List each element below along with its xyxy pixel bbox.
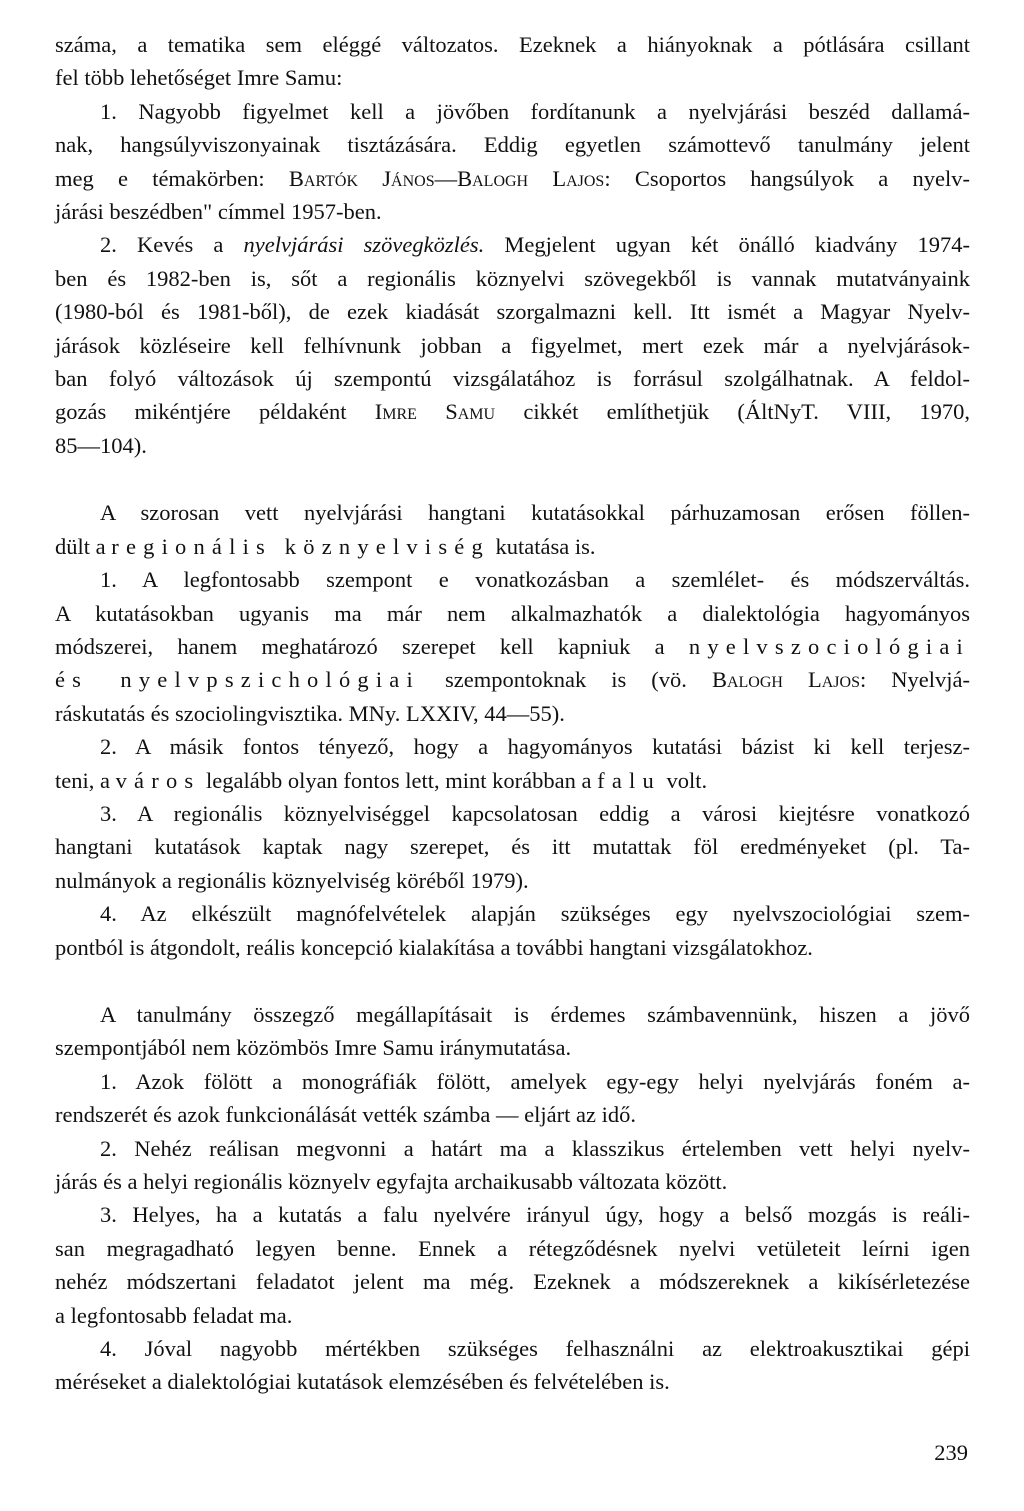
- text-line: szempontjából nem közömbös Imre Samu iránymutatása.: [55, 1035, 572, 1061]
- text-line: [55, 764, 970, 797]
- paragraph-intro: [55, 28, 970, 95]
- text-line: 1. Nagyobb figyelmet kell a jövőben fordítanunk a nyelvjárási beszéd dallamá-: [100, 98, 970, 124]
- text-run: teni, a: [55, 767, 116, 793]
- text-line: san megragadható legyen benne. Ennek a rétegződésnek nyelvi vetületeit leírni igen: [55, 1235, 970, 1261]
- text-line: ráskutatás és szociolingvisztika. MNy. LXXIV, 44—55).: [55, 700, 565, 726]
- text-line: rendszerét és azok funkcionálását vették számba — eljárt az idő.: [55, 1102, 636, 1128]
- paragraph-point-1: [55, 95, 970, 229]
- spaced-emphasis: város: [115, 767, 201, 793]
- paragraph-point-2: [55, 228, 970, 462]
- text-line: hangtani kutatások kaptak nagy szerepet, és itt mutattak föl eredményeket (pl. Ta-: [55, 834, 970, 860]
- author-name: Imre Samu: [374, 399, 496, 425]
- text-line: [55, 630, 970, 663]
- text-run: 2. Kevés a: [100, 232, 244, 258]
- text-line: járás és a helyi regionális köznyelv egyfajta archaikusabb változata között.: [55, 1169, 728, 1194]
- text-line: 1. Azok fölött a monográfiák fölött, amelyek egy-egy helyi nyelvjárás foném a-: [100, 1068, 970, 1094]
- text-run: cikkét említhetjük (ÁltNyT. VIII, 1970,: [495, 399, 971, 425]
- text-run: legalább olyan fontos lett, mint korábban a: [200, 767, 598, 793]
- text-line: pontból is átgondolt, reális koncepció kialakítása a további hangtani vizsgálatokhoz.: [55, 934, 813, 960]
- page-number: 239: [934, 1440, 968, 1465]
- paragraph-regional: [55, 496, 970, 563]
- text-line: járási beszédben" címmel 1957-ben.: [55, 199, 382, 225]
- author-name: Bartók János: [288, 165, 435, 191]
- paragraph-point-1: [55, 1065, 970, 1132]
- spaced-emphasis: nyelvszociológiai: [688, 633, 970, 659]
- text-line: [55, 395, 970, 428]
- section-gap: [55, 964, 970, 998]
- text-line: nehéz módszertani feladatot jelent ma még. Ezeknek a módszereknek a kikísérletezése: [55, 1269, 970, 1295]
- text-line: 4. Az elkészült magnófelvételek alapján szükséges egy nyelvszociológiai szem-: [100, 901, 970, 927]
- text-run: dült a: [55, 533, 112, 559]
- text-line: 85—104).: [55, 432, 147, 458]
- text-line: járások közléseire kell felhívnunk jobban a figyelmet, mert ezek már a nyelvjárások-: [55, 332, 970, 358]
- section-gap: [55, 462, 970, 496]
- text-line: méréseket a dialektológiai kutatások elemzésében és felvételében is.: [55, 1369, 670, 1395]
- text-run: módszerei, hanem meghatározó szerepet kell kapniuk a: [55, 633, 689, 659]
- text-line: A tanulmány összegző megállapításait is érdemes számbavennünk, hiszen a jövő: [100, 1001, 970, 1027]
- paragraph-point-4: [55, 897, 970, 964]
- text-run: : Nyelvjá-: [860, 667, 971, 693]
- spaced-emphasis: falu: [597, 767, 661, 793]
- text-run: gozás mikéntjére példaként: [55, 399, 375, 425]
- text-line: száma, a tematika sem eléggé változatos. Ezeknek a hiányoknak a pótlására csillant: [55, 32, 970, 57]
- spaced-emphasis: és nyelvpszichológiai: [55, 667, 420, 693]
- text-line: ben és 1982-ben is, sőt a regionális köznyelvi szövegekből is vannak mutatványaink: [55, 265, 970, 291]
- paragraph-point-4: [55, 1332, 970, 1399]
- text-line: a legfontosabb feladat ma.: [55, 1302, 293, 1328]
- paragraph-point-2: [55, 1132, 970, 1199]
- text-run: volt.: [660, 767, 708, 793]
- paragraph-point-1: [55, 563, 970, 730]
- author-name: Balogh Lajos: [457, 165, 605, 191]
- text-line: 2. Nehéz reálisan megvonni a határt ma a klasszikus értelemben vett helyi nyelv-: [100, 1135, 970, 1161]
- text-run: Megjelent ugyan két önálló kiadvány 1974-: [484, 232, 971, 258]
- paragraph-summary: [55, 998, 970, 1065]
- text-line: 2. A másik fontos tényező, hogy a hagyományos kutatási bázist ki kell terjesz-: [100, 734, 970, 760]
- text-line: [55, 228, 970, 261]
- text-line: [55, 162, 970, 195]
- text-run: kutatása is.: [489, 533, 596, 559]
- paragraph-point-2: [55, 730, 970, 797]
- italic-text: nyelvjárási szövegközlés.: [243, 232, 485, 258]
- text-line: [55, 530, 970, 563]
- text-line: 3. Helyes, ha a kutatás a falu nyelvére irányul úgy, hogy a belső mozgás is reáli-: [100, 1202, 970, 1228]
- paragraph-point-3: [55, 797, 970, 897]
- text-line: (1980-ból és 1981-ből), de ezek kiadását szorgalmazni kell. Itt ismét a Magyar Nyelv-: [55, 299, 970, 325]
- text-run: szempontoknak is (vö.: [419, 667, 712, 693]
- text-run: meg e témakörben:: [55, 165, 289, 191]
- text-line: 4. Jóval nagyobb mértékben szükséges felhasználni az elektroakusztikai gépi: [100, 1336, 970, 1362]
- text-run: —: [434, 165, 458, 191]
- spaced-emphasis: regionális köznyelviség: [111, 533, 490, 559]
- paragraph-point-3: [55, 1198, 970, 1332]
- text-line: ban folyó változások új szempontú vizsgálatához is forrásul szolgálhatnak. A feldol-: [55, 366, 970, 392]
- text-run: : Csoportos hangsúlyok a nyelv-: [604, 165, 970, 191]
- text-line: nak, hangsúlyviszonyainak tisztázására. Eddig egyetlen számottevő tanulmány jelent: [55, 132, 970, 158]
- text-line: nulmányok a regionális köznyelviség köréből 1979).: [55, 867, 529, 893]
- page-body: [55, 28, 970, 1399]
- author-name: Balogh Lajos: [711, 667, 860, 693]
- text-line: fel több lehetőséget Imre Samu:: [55, 65, 343, 91]
- text-line: 1. A legfontosabb szempont e vonatkozásban a szemlélet- és módszerváltás.: [100, 567, 970, 593]
- text-line: A kutatásokban ugyanis ma már nem alkalmazhatók a dialektológia hagyományos: [55, 600, 970, 626]
- text-line: 3. A regionális köznyelviséggel kapcsolatosan eddig a városi kiejtésre vonatkozó: [100, 800, 970, 826]
- text-line: [55, 663, 970, 696]
- text-line: A szorosan vett nyelvjárási hangtani kutatásokkal párhuzamosan erősen föllen-: [100, 500, 970, 526]
